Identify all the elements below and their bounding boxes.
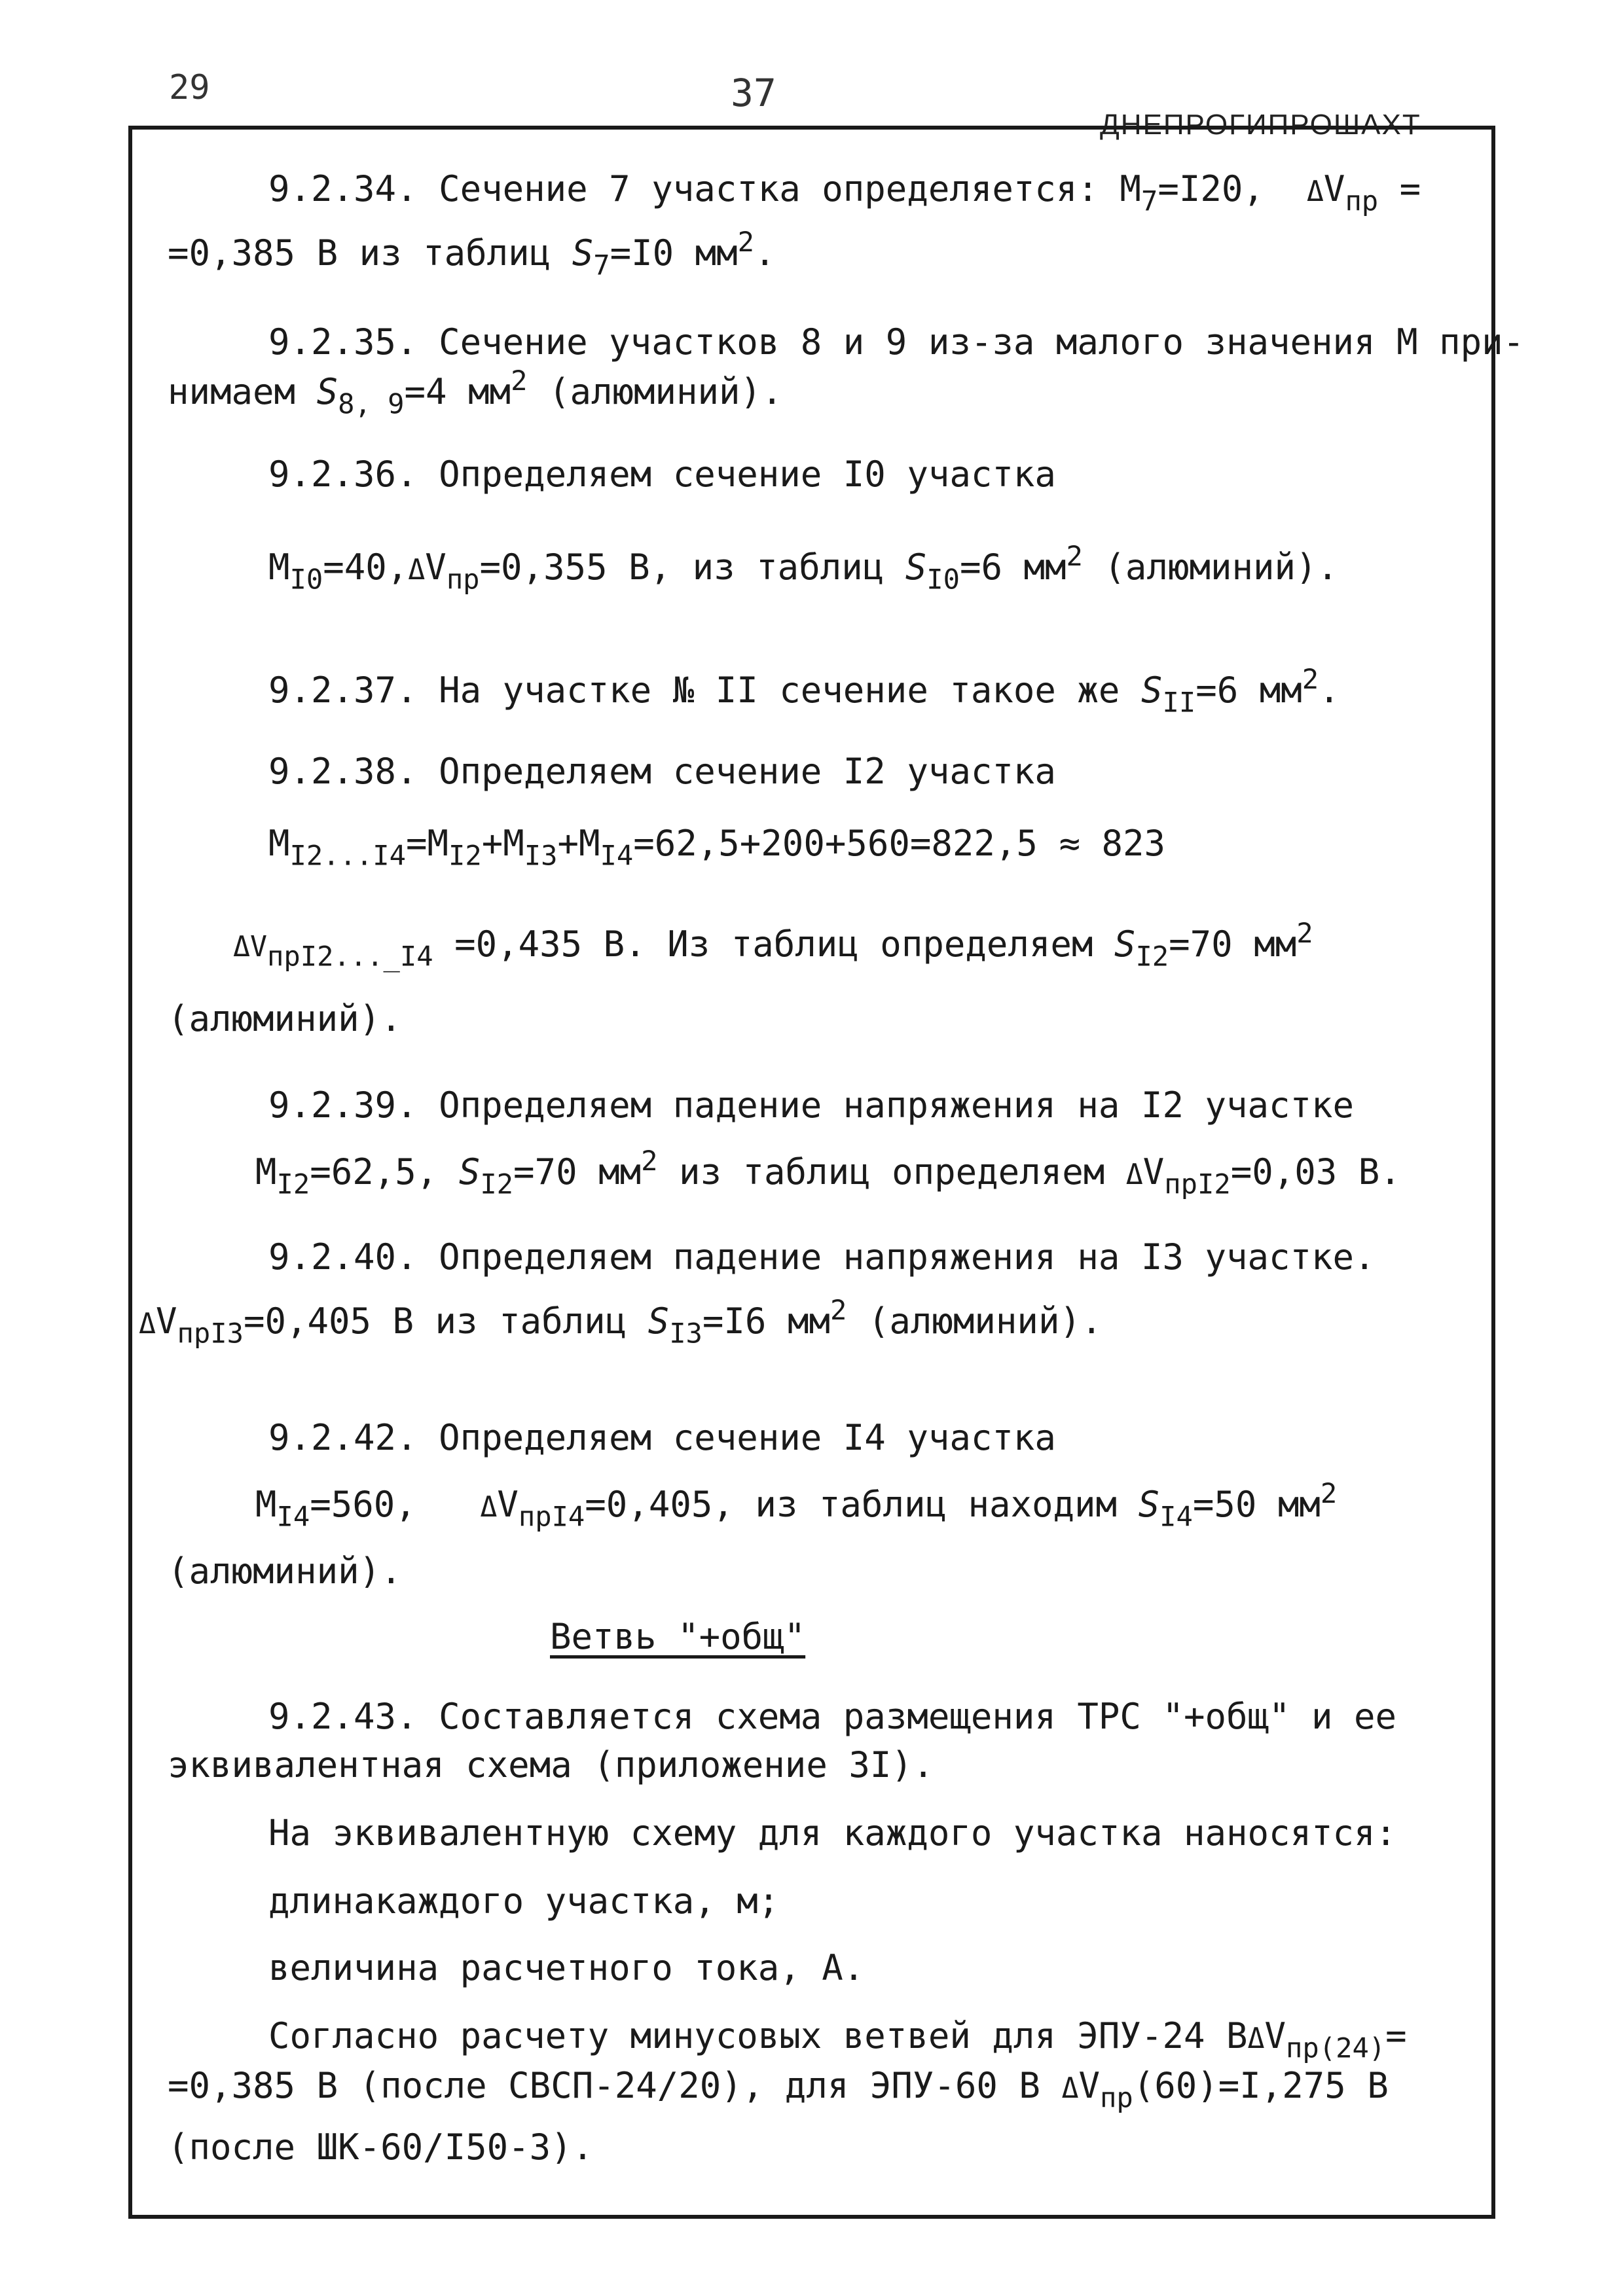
text-line: 9.2.40. Определяем падение напряжения на I3 участке. xyxy=(268,1236,1376,1278)
organization-stamp: ДНЕПРОГИПРОШАХТ xyxy=(1100,109,1421,141)
text-line: =0,385 В (после СВСП-24/20), для ЭПУ-60 В $\Delta V_{пр}(60)=I,275$ В xyxy=(168,2065,1389,2114)
text-line: 9.2.35. Сечение участков 8 и 9 из-за малого значения М при- xyxy=(268,321,1525,363)
text-line: 9.2.34. Сечение 7 участка определяется: $М_7=I20$, $\Delta V_{пр}$ = xyxy=(268,168,1421,217)
text-line: $М_{I0}=40,\Delta V_{пр}=0,355$ В, из таблиц $S_{I0}=6$ $мм^2$ (алюминий). xyxy=(268,539,1339,596)
text-line: 9.2.36. Определяем сечение I0 участка xyxy=(268,454,1056,495)
section-heading: Ветвь "+общ" xyxy=(550,1616,806,1657)
text-line: На эквивалентную схему для каждого участка наносятся: xyxy=(268,1812,1397,1854)
text-line: 9.2.39. Определяем падение напряжения на I2 участке xyxy=(268,1085,1355,1126)
text-line: $\Delta V_{прI2...\_I4} =0,435$ В. Из таблиц определяем $S_{I2}=70$ $мм^2$ xyxy=(233,916,1313,973)
text-line: (алюминий). xyxy=(168,998,402,1039)
text-line: $М_{I2}=62,5$, $S_{I2}=70$ $мм^2$ из таблиц определяем $\Delta V_{прI2}=0,03$ В. xyxy=(255,1144,1401,1200)
text-line: 9.2.43. Составляется схема размещения ТРС "+общ" и ее xyxy=(268,1696,1397,1737)
text-line: эквивалентная схема (приложение 3I). xyxy=(168,1744,934,1785)
text-line: 9.2.37. На участке № II сечение такое же $S_{II}=6$ $мм^2$. xyxy=(268,662,1340,719)
text-line: $М_{I2...I4}=М_{I2}+М_{I3}+М_{I4}=62,5+200+560=822,5 \approx 823$ xyxy=(268,823,1166,872)
text-line: 9.2.42. Определяем сечение I4 участка xyxy=(268,1417,1056,1458)
text-line: (алюминий). xyxy=(168,1551,402,1592)
text-line: $\Delta V_{прI3}=0,405$ В из таблиц $S_{I3}=I6$ $мм^2$ (алюминий). xyxy=(139,1293,1103,1350)
text-line: Согласно расчету минусовых ветвей для ЭПУ-24 $В\Delta V_{пр(24)}=$ xyxy=(268,2015,1407,2064)
text-line: 9.2.38. Определяем сечение I2 участка xyxy=(268,751,1056,792)
text-line: (после ШК-60/I50-3). xyxy=(168,2126,594,2168)
text-line: $М_{I4}=560$, $\Delta V_{прI4}=0,405$, из таблиц находим $S_{I4}=50$ $мм^2$ xyxy=(255,1477,1338,1533)
page-number: 37 xyxy=(731,71,776,115)
corner-number: 29 xyxy=(169,68,210,107)
text-line: =0,385 В из таблиц $S_7=I0$ $мм^2$. xyxy=(168,225,776,281)
text-line: нимаем $S_{8, 9}=4$ $мм^2$ (алюминий). xyxy=(168,364,783,420)
text-line: величина расчетного тока, А. xyxy=(268,1947,865,1988)
text-line: длинакаждого участка, м; xyxy=(268,1880,780,1922)
